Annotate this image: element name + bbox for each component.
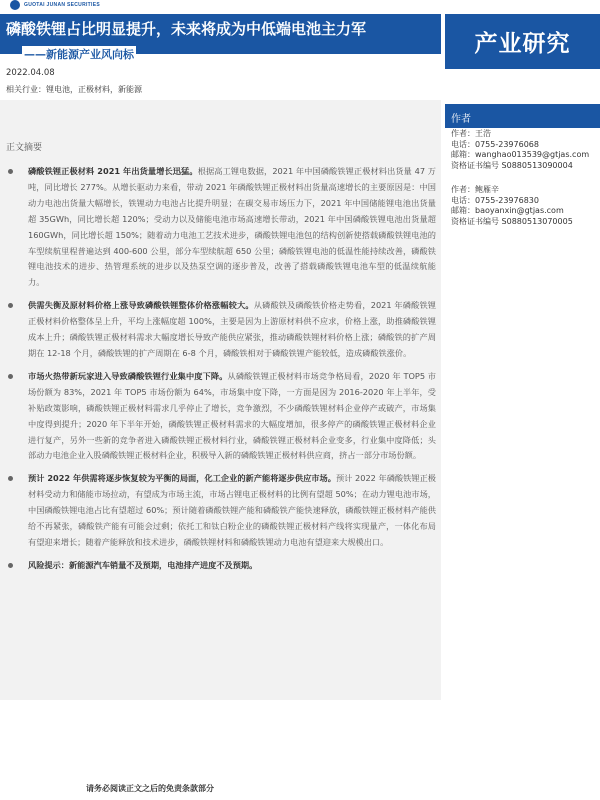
summary-bullet bbox=[6, 369, 436, 464]
author-cert: 资格证书编号 S0880513090004 bbox=[451, 160, 573, 170]
author-block bbox=[451, 129, 600, 171]
bullet-dot-icon bbox=[8, 476, 13, 481]
bullet-dot-icon bbox=[8, 303, 13, 308]
bullet-text: 从磷酸铁锂正极材料市场竞争格局看，2020 年 TOP5 市场份额为 83%，2021 年 TOP5 市场份额为 64%，市场集中度下降，一方面是因为 2016-2020 年上半年，受补贴政策影响，磷酸铁锂正极材料需求几乎停止了增长，竞争激烈，不少磷酸铁锂材料企业停产或破产，市场集中度得到提升；2020 年下半年开始，磷酸铁锂正极材料需求的大幅度增加，很多停产的磷酸铁锂正极材料企业进行复产，另外一些新的竞争者进入磷酸铁锂正极材料行业，磷酸铁锂正极材料企业变多，行业集中度降低；头部动力电池企业入股磷酸铁锂正极材料企业，积极导入新的磷酸铁锂正极材料供应商，挤占一部分市场份额。 bbox=[28, 370, 436, 461]
summary-label: 正文摘要 bbox=[6, 143, 43, 153]
bullet-text: 根据高工锂电数据，2021 年中国磷酸铁锂正极材料出货量 47 万吨，同比增长 277%。从增长驱动力来看，带动 2021 年磷酸铁锂正极材料出货量高速增长的主要原因是：中国动力电池出货量大幅增长，铁锂动力电池占比提升明显；在碳交易市场压力下，2021 年中国储能锂电池出货量超 35GWh，同比增长超 120%；受动力以及储能电池市场高速增长带动，2021 年中国磷酸铁锂电池出货量超 160GWh，同比增长超 150%；随着动力电池工艺技术进步，磷酸铁锂电池包的结构创新使搭载磷酸铁锂电池的车型续航里程普遍达到 400-600 公里，部分车型续航超 650 公里；磷酸铁锂电池的低温性能持续改善，磷酸铁锂电池技术的进步、热管理系统的进步以及热泵空调的逐步普及，改善了搭载磷酸铁锂电池车型的低温续航能力。 bbox=[28, 166, 436, 288]
report-date: 2022.04.08 bbox=[6, 68, 55, 78]
author-name: 作者：王浩 bbox=[451, 129, 491, 138]
logo-text: GUOTAI JUNAN SECURITIES bbox=[24, 2, 100, 8]
report-type-label: 产业研究 bbox=[474, 31, 571, 57]
bullet-text: 预计 2022 年磷酸铁锂正极材料受动力和储能市场拉动，有望成为市场主流，市场占锂电正极材料的比例有望超 50%；在动力锂电池市场，中国磷酸铁锂电池占比有望超过 60%；预计随着磷酸铁锂产能和磷酸铁产能快速释放，磷酸铁锂正极材料产能供给不再紧张，磷酸铁产能有可能会过剩；依托工和钛白粉企业的磷酸铁锂正极材料产线将实现量产，一体化布局有望迎来增长；随着产能释放和技术进步，磷酸铁锂材料和磷酸铁锂动力电池有望迎来大规模出口。 bbox=[28, 473, 436, 547]
author-section-title: 作者 bbox=[451, 114, 471, 125]
summary-bullet bbox=[6, 471, 436, 551]
author-phone: 电话：0755-23976068 bbox=[451, 139, 539, 149]
summary-bullet bbox=[6, 298, 436, 362]
report-subtitle: ——新能源产业风向标 bbox=[24, 48, 134, 61]
author-email: 邮箱：wanghao013539@gtjas.com bbox=[451, 150, 590, 159]
logo-mark-icon bbox=[10, 0, 20, 10]
summary-bullet bbox=[6, 164, 436, 291]
bullet-dot-icon bbox=[8, 169, 13, 174]
bullet-lead: 市场火热带新玩家进入导致磷酸铁锂行业集中度下降。 bbox=[28, 370, 228, 381]
bullet-text: 从磷酸铁及磷酸铁价格走势看，2021 年磷酸铁锂正极材料价格整体呈上升，平均上涨幅度超 100%，主要是因为上游原材料供不应求，价格上涨，助推磷酸铁锂成本上升；磷酸铁锂正极材料需求大幅度增长导致产能供应紧张，推动磷酸铁锂材料价格上涨；磷酸铁的扩产周期在 12-18 个月，磷酸铁锂的扩产周期在 6-8 个月，磷酸铁相对于磷酸铁锂产能较低，造成磷酸铁涨价。 bbox=[28, 300, 436, 358]
summary-bullet bbox=[6, 558, 436, 574]
report-type-badge bbox=[445, 14, 600, 69]
author-phone: 电话：0755-23976830 bbox=[451, 195, 539, 205]
bullet-lead: 预计 2022 年供需将逐步恢复较为平衡的局面，化工企业的新产能将逐步供应市场。 bbox=[28, 473, 336, 484]
bullet-dot-icon bbox=[8, 563, 13, 568]
author-block bbox=[451, 185, 600, 227]
disclaimer-note: 请务必阅读正文之后的免责条款部分 bbox=[86, 784, 214, 793]
bullet-lead: 供需失衡及原材料价格上涨导致磷酸铁锂整体价格涨幅较大。 bbox=[28, 300, 254, 311]
author-email: 邮箱：baoyanxin@gtjas.com bbox=[451, 206, 564, 215]
bullet-dot-icon bbox=[8, 374, 13, 379]
company-logo bbox=[10, 0, 100, 10]
report-title: 磷酸铁锂占比明显提升，未来将成为中低端电池主力军 bbox=[6, 20, 367, 38]
bullet-lead: 磷酸铁锂正极材料 2021 年出货量增长迅猛。 bbox=[28, 166, 198, 176]
author-cert: 资格证书编号 S0880513070005 bbox=[451, 216, 573, 226]
summary-bullets bbox=[6, 164, 436, 581]
related-industry: 相关行业：锂电池，正极材料，新能源 bbox=[6, 85, 142, 94]
bullet-lead: 风险提示：新能源汽车销量不及预期，电池排产进度不及预期。 bbox=[28, 559, 258, 570]
author-name: 作者：鲍雁辛 bbox=[451, 185, 499, 194]
